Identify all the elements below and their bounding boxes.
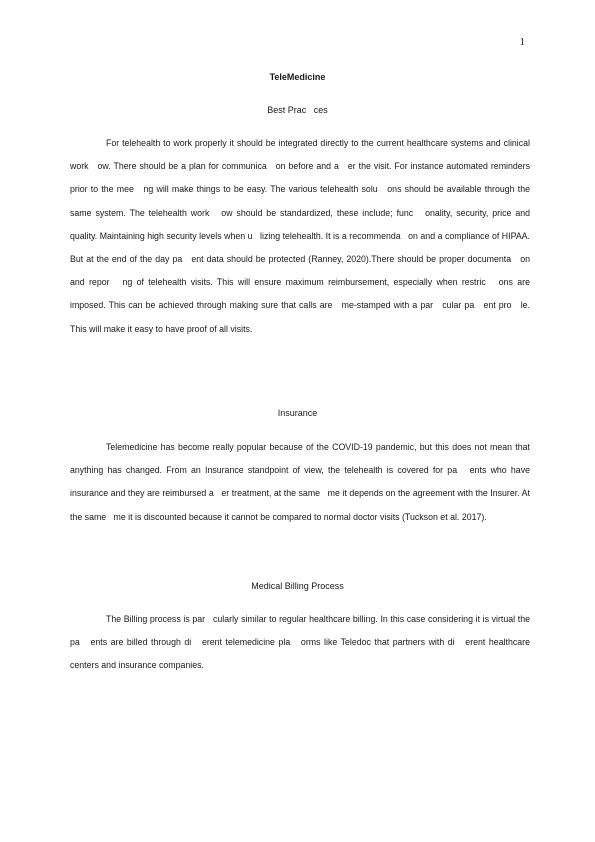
paragraph-insurance: Telemedicine has become really popular because of the COVID-19 pandemic, but this does not mean that anything has changed. From an Insurance standpoint of view, the telehealth is covered for pa ents who have insurance and they are reimbursed a er treatment, at the same me it depends on the agreement with the Insurer. At the same me it is discounted because it cannot be compared to normal doctor visits (Tuckson et al. 2017). xyxy=(70,442,530,522)
section-heading-insurance: Insurance xyxy=(277,408,318,418)
page-number: 1 xyxy=(519,36,525,48)
paragraph-best-practices: For telehealth to work properly it should be integrated directly to the current healthcare systems and clinical work ow. There should be a plan for communica on before and a er the visit. For instance automated reminders prior to the mee ng will make things to be easy. The various telehealth solu ons should be available through the same system. The telehealth work ow should be standardized, these include; func onality, security, price and quality. Maintaining high security levels when u lizing telehealth. It is a recommenda on and a compliance of HIPAA. But at the end of the day pa ent data should be protected (Ranney, 2020).There should be proper documenta on and repor ng of telehealth visits. This will ensure maximum reimbursement, especially when restric ons are imposed. This can be achieved through making sure that calls are me-stamped with a par cular pa ent pro le. This will make it easy to have proof of all visits. xyxy=(70,138,530,334)
section-heading-medical-billing: Medical Billing Process xyxy=(251,581,344,591)
paragraph-medical-billing: The Billing process is par cularly similar to regular healthcare billing. In this case considering it is virtual the pa ents are billed through di erent telemedicine pla orms like Teledoc that partners with di erent healthcare centers and insurance companies. xyxy=(70,614,530,671)
section-heading-best-practices: Best Prac ces xyxy=(267,105,328,115)
document-title: TeleMedicine xyxy=(269,72,326,82)
